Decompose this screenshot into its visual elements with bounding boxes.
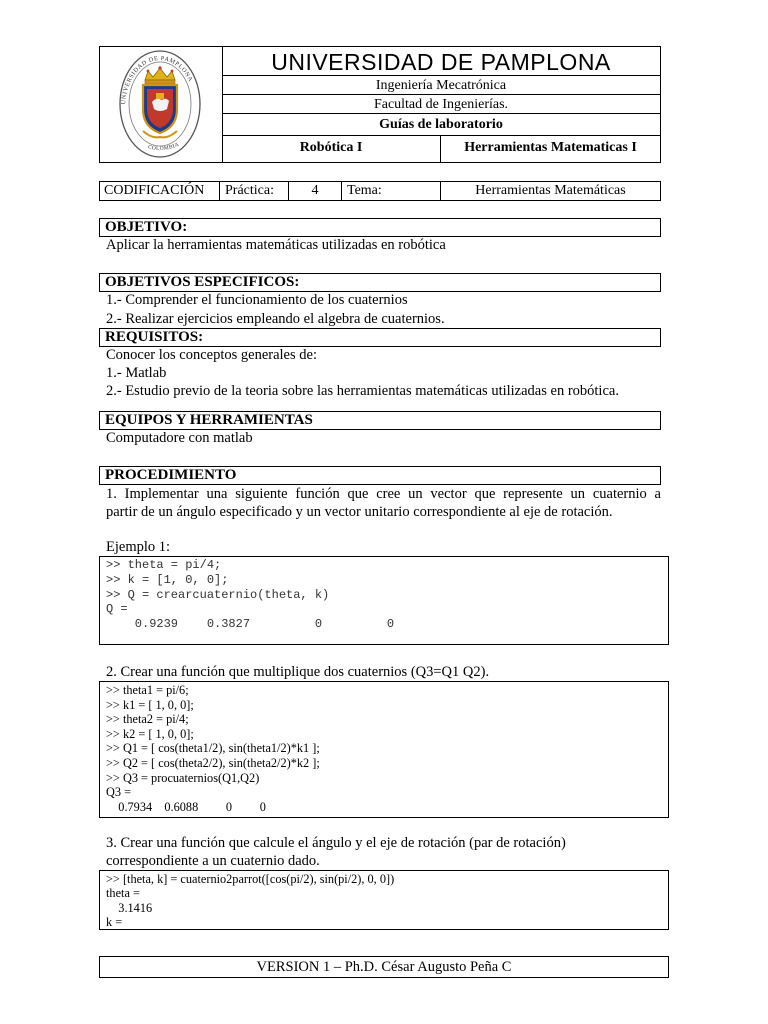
procedure-heading: PROCEDIMIENTO <box>99 466 661 485</box>
university-name: UNIVERSIDAD DE PAMPLONA <box>222 47 660 76</box>
objective-heading: OBJETIVO: <box>99 218 661 237</box>
footer-version: VERSION 1 – Ph.D. César Augusto Peña C <box>99 956 669 978</box>
theme-value: Herramientas Matemáticas <box>475 183 626 198</box>
procedure-step3-line2: correspondiente a un cuaternio dado. <box>106 853 320 869</box>
procedure-step1-line1: 1. Implementar una siguiente función que cree un vector que represente un cuaternio a <box>106 486 661 502</box>
procedure-step2: 2. Crear una función que multiplique dos cuaternios (Q3=Q1 Q2). <box>106 664 490 680</box>
topic-name: Herramientas Matematicas I <box>464 140 637 155</box>
example2-code-block: >> theta1 = pi/6; >> k1 = [ 1, 0, 0]; >> theta2 = pi/4; >> k2 = [ 1, 0, 0]; >> Q1 = [ cos(theta1/2), sin(theta1/2)*k1 ]; >> Q2 = [ cos(theta2/2), sin(theta2/2)*k2 ]; >> Q3 = procuaternios(Q1,Q2) Q3 = 0.7934 0.6088 0 0 <box>99 681 669 818</box>
faculty-name: Facultad de Ingenierías. <box>222 95 660 114</box>
objective-text: Aplicar la herramientas matemáticas utilizadas en robótica <box>106 237 446 253</box>
example3-code-block: >> [theta, k] = cuaternio2parrot([cos(pi/2), sin(pi/2), 0, 0]) theta = 3.1416 k = <box>99 870 669 930</box>
theme-label: Tema: <box>342 182 441 200</box>
header-table <box>99 46 661 163</box>
practice-number: 4 <box>289 182 342 200</box>
program-name: Ingeniería Mecatrónica <box>222 76 660 95</box>
requirements-line: Conocer los conceptos generales de: <box>106 347 317 363</box>
practice-label: Práctica: <box>220 182 289 200</box>
equipment-heading: EQUIPOS Y HERRAMIENTAS <box>99 411 661 430</box>
svg-text:COLOMBIA: COLOMBIA <box>147 141 181 153</box>
specific-objectives-heading: OBJETIVOS ESPECIFICOS: <box>99 273 661 292</box>
logo-cell <box>100 47 223 162</box>
specific-objective-item: 1.- Comprender el funcionamiento de los cuaternios <box>106 292 408 308</box>
university-seal-logo <box>100 47 220 162</box>
procedure-step1-line2: partir de un ángulo especificado y un vector unitario correspondiente al eje de rotación. <box>106 504 613 520</box>
equipment-text: Computadore con matlab <box>106 430 253 446</box>
procedure-step3-line1: 3. Crear una función que calcule el ángulo y el eje de rotación (par de rotación) <box>106 835 566 851</box>
example1-code-block: >> theta = pi/4; >> k = [1, 0, 0]; >> Q = crearcuaternio(theta, k) Q = 0.9239 0.3827 0 0 <box>99 556 669 645</box>
requirements-line: 1.- Matlab <box>106 365 167 381</box>
specific-objective-item: 2.- Realizar ejercicios empleando el algebra de cuaternios. <box>106 311 445 327</box>
course-name: Robótica I <box>222 136 441 162</box>
codification-row <box>99 181 661 201</box>
codification-label: CODIFICACIÓN <box>100 182 220 200</box>
requirements-line: 2.- Estudio previo de la teoria sobre las herramientas matemáticas utilizadas en robótica. <box>106 383 619 399</box>
requirements-heading: REQUISITOS: <box>99 328 661 347</box>
guide-title: Guías de laboratorio <box>222 114 660 136</box>
example1-label: Ejemplo 1: <box>106 539 171 555</box>
svg-text:UNIVERSIDAD DE PAMPLONA: UNIVERSIDAD DE PAMPLONA <box>120 54 195 105</box>
